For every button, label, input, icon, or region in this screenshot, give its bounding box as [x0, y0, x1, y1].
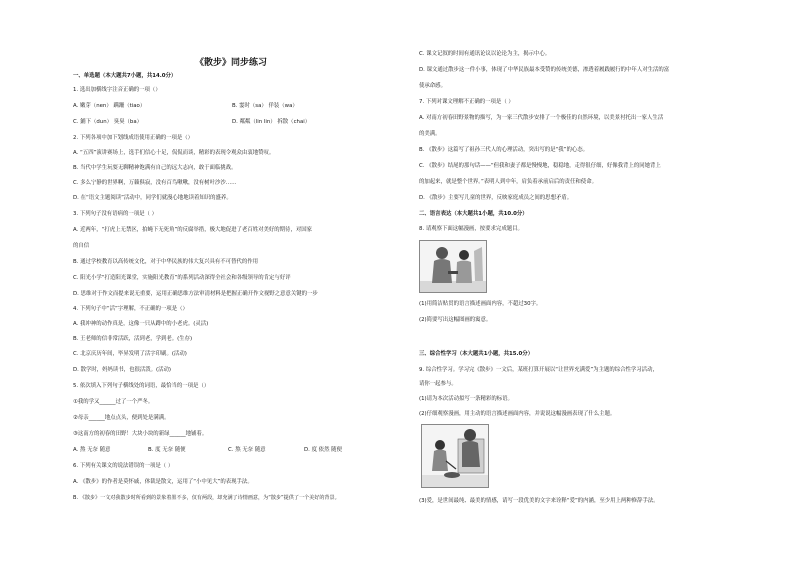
q1-option-c: C. 鋪下（dun） 臭臭（ba） — [73, 119, 143, 125]
section-3-heading: 三、综合性学习（本大题共1小题，共15.0分） — [419, 351, 534, 357]
page-title: 《散步》同步练习 — [195, 58, 268, 68]
q3-option-d: D. 思维对于作文而提来说无重要，运用正确思维方法审清材料是把握正确开作文视野之意意关键的一步 — [73, 291, 318, 297]
q6-option-a: A. 《散步》的作者是莫怀戚，体裁是散文，运用了“小中见大”的表现手法。 — [73, 479, 253, 485]
q3-option-a: A. 近两年，“打虎上无禁区，拍蝇下无死角”的反腐举措，极大地促进了老百姓对美好的期待，对国家 — [73, 227, 313, 233]
question-6: 6. 下列有关课文的说法错误的一项是（ ） — [73, 463, 174, 469]
q7-option-d: D. 《散步》主要写儿童的世界，反映家庭成员之间的思想矛盾。 — [419, 195, 573, 201]
q5-option-a: A. 熬 无奈 随意 — [73, 447, 111, 453]
q3-option-a-cont: 的自信 — [73, 243, 90, 249]
question-2: 2. 下列各项中加下划线成语使用正确的一项是（） — [73, 135, 194, 141]
q2-option-c: C. 多么宁静的世界啊，万籁俱寂，没有百鸟啾啾，没有树叶沙沙…… — [73, 180, 237, 186]
question-3: 3. 下列句子没有语病的一项是（ ） — [73, 211, 158, 217]
section-1-heading: 一、单选题（本大题共7小题，共14.0分） — [73, 73, 177, 79]
q9-part-3: (3)爱，是世间最纯、最美的情感，请写一段优美的文字来诠释“爱”的内涵，至少用上两种修辞手法。 — [419, 498, 659, 504]
q7-option-c: C. 《散步》结尾的那句话——“但我和妻子都是慢慢地，稳稳地，走得很仔细，好像我背上的同她背上 — [419, 163, 661, 169]
q3-option-b: B. 通过学校教育以高传统文化，对于中华民族的伟大复兴具有不可替代的作用 — [73, 259, 259, 265]
q8-part-1: (1)用简洁贴贯的语言描述画面内容，不超过30字。 — [419, 301, 542, 307]
q7-option-c-cont: 的加起来，就是整个世界。”表明人到中年，肩负着承前启后的责任和使命。 — [419, 179, 597, 185]
q4-option-c: C. 北京庆历年间，毕昇发明了活字印刷。(活动) — [73, 351, 187, 357]
q5-option-d: D. 度 依然 随便 — [304, 447, 342, 453]
q7-option-a: A. 对南方初春田野景物的描写，为一家三代散步安排了一个极佳的自然环境，以美景衬托出一家人生活 — [419, 115, 664, 121]
question-7: 7. 下列对课文理解不正确的一项是（ ） — [419, 99, 514, 105]
q9-part-1: (1)请为本次活动拟写一条精彩的标语。 — [419, 396, 513, 402]
q4-option-a: A. 我冲神的动作真是，这像一只从蹲中的小老虎。(灵活) — [73, 321, 209, 327]
q5-sentence-1: ①我的学又______过了一个严冬。 — [73, 399, 154, 405]
question-4: 4. 下列句子中“活”字理解，不正确的一项是（） — [73, 306, 188, 312]
q6-option-c: C. 课文记叙的时间有通讯论议以论论为主，揭示中心。 — [419, 51, 551, 57]
q1-option-b: B. 霎时（sa） 佯装（wa） — [232, 103, 298, 109]
q5-option-b: B. 度 无奈 随便 — [148, 447, 186, 453]
q8-part-2: (2)简要写出这幅图画的寓意。 — [419, 317, 492, 323]
q5-sentence-2: ②母亲______地点点头，便到处是满满。 — [73, 415, 170, 421]
q9-part-2: (2)仔细观察漫画，用主动的语言描述画面内容，并说说这幅漫画表现了什么主题。 — [419, 411, 616, 417]
q6-option-d-cont: 使承命感。 — [419, 83, 446, 89]
q5-sentence-3: ③这南方的初春的田野！大块小块的新绿______地铺着。 — [73, 431, 208, 437]
q7-option-a-cont: 的美满。 — [419, 131, 441, 137]
q6-option-d: D. 课文通过散步这一件小事，体现了中华民族最本受赞的传统美德，渗透着履践履行的中年人对生活的富 — [419, 67, 670, 73]
section-2-heading: 二、语言表达（本大题共1小题，共10.0分） — [419, 211, 528, 217]
question-9-cont: 请你一起参与。 — [419, 381, 457, 387]
cartoon-image-2 — [421, 424, 489, 488]
question-8: 8. 请观察下面这幅漫画，按要求完成题目。 — [419, 226, 523, 232]
q7-option-b: B. 《散步》这篇写了祖孙三代人的心理活动，突出写的是“我”的心态。 — [419, 147, 589, 153]
q2-option-d: D. 在“语文主题阅读”活动中，同学们就漫心地地读着知识的盛养。 — [73, 195, 232, 201]
question-9: 9. 综合性学习。学习完《散步》一文后，某班打算开展以“让世界充满爱”为主题的综合性学习活动， — [419, 367, 658, 373]
q1-option-d: D. 粼粼（lin lin） 拆散（chai） — [232, 119, 311, 125]
question-5: 5. 依次填入下列句子横线处的词语，最恰当的一项是（） — [73, 383, 210, 389]
cartoon-image-1 — [419, 240, 487, 293]
q6-option-b: B. 《散步》一文对我散步时所看到的景象着墨不多，仅有两段，却充满了诗情画意，为“散步”提供了一个美好的背景。 — [73, 495, 340, 501]
q1-option-a: A. 嫩芽（nen） 蹒跚（tiao） — [73, 103, 146, 109]
q3-option-c: C. 阳光小学“打造阳光课堂，实施阳光教育”的系列活动深得全社会和各级领导的肯定与好评 — [73, 275, 291, 281]
question-1: 1. 选出加横线字注音正确的一项（） — [73, 87, 161, 93]
q4-option-d: D. 散学时，妈妈读书，也很活泼。(活动) — [73, 367, 172, 373]
q4-option-b: B. 王老师的信非常活跃，活到老，学到老。(生存) — [73, 336, 193, 342]
q5-option-c: C. 熬 无奈 随意 — [228, 447, 266, 453]
q2-option-a: A. “五四”演讲赛场上，选手们信心十足，侃侃而谈，精彩的表现令观众由衷地赞叹。 — [73, 150, 275, 156]
q2-option-b: B. 当代中学生玩耍无聊精神饱满有自己的远大志向，敢于面临挑战。 — [73, 165, 237, 171]
